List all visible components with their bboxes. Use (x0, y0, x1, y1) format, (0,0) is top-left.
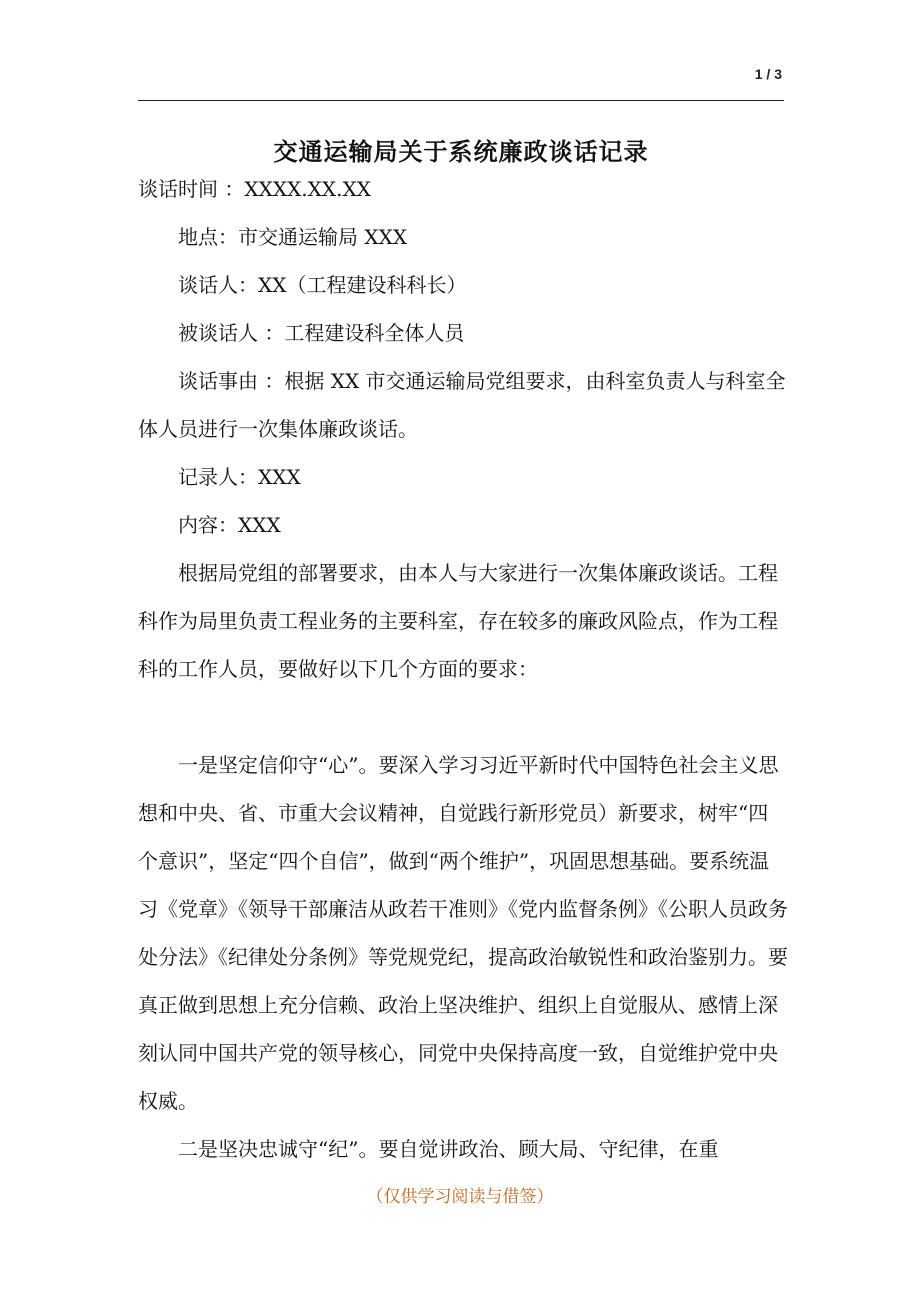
footer-note: （仅供学习阅读与借签） (366, 1187, 554, 1207)
header-rule (138, 100, 784, 101)
paragraph-point-two: 二是坚决忠诚守“纪”。要自觉讲政治、顾大局、守纪律，在重 (178, 1137, 719, 1161)
field-recorder: 记录人：XXX (178, 465, 301, 489)
document-title: 交通运输局关于系统廉政谈话记录 (273, 137, 649, 167)
paragraph-intro: 根据局党组的部署要求，由本人与大家进行一次集体廉政谈话。工程科作为局里负责工程业务的主要科室，存在较多的廉政风险点，作为工程科的工作人员，要做好以下几个方面的要求： (138, 561, 778, 681)
field-location: 地点：市交通运输局 XXX (178, 225, 408, 249)
field-reason: 谈话事由 ：根据 XX 市交通运输局党组要求，由科室负责人与科室全体人员进行一次集体廉政谈话。 (138, 369, 786, 441)
document-body (138, 165, 788, 1173)
field-time: 谈话时间 ：XXXX.XX.XX (138, 177, 371, 201)
field-speaker: 谈话人：XX（工程建设科科长） (178, 273, 467, 297)
paragraph-point-one: 一是坚定信仰守“心”。要深入学习习近平新时代中国特色社会主义思想和中央、省、市重大会议精神，自觉践行新形党员）新要求，树牢“四个意识”，坚定“四个自信”，做到“两个维护”，巩固思想基础。要系统温习《党章》《领导干部廉洁从政若干准则》《党内监督条例》《公职人员政务处分法》《纪律处分条例》等党规党纪，提高政治敏锐性和政治鉴别力。要真正做到思想上充分信赖、政治上坚决维护、组织上自觉服从、感情上深刻认同中国共产党的领导核心，同党中央保持高度一致，自觉维护党中央权威。 (138, 753, 788, 1113)
page-number: 1 / 3 (754, 66, 782, 82)
field-content: 内容：XXX (178, 513, 281, 537)
field-interviewees: 被谈话人 ：工程建设科全体人员 (178, 321, 465, 345)
paragraph-gap (138, 693, 788, 741)
